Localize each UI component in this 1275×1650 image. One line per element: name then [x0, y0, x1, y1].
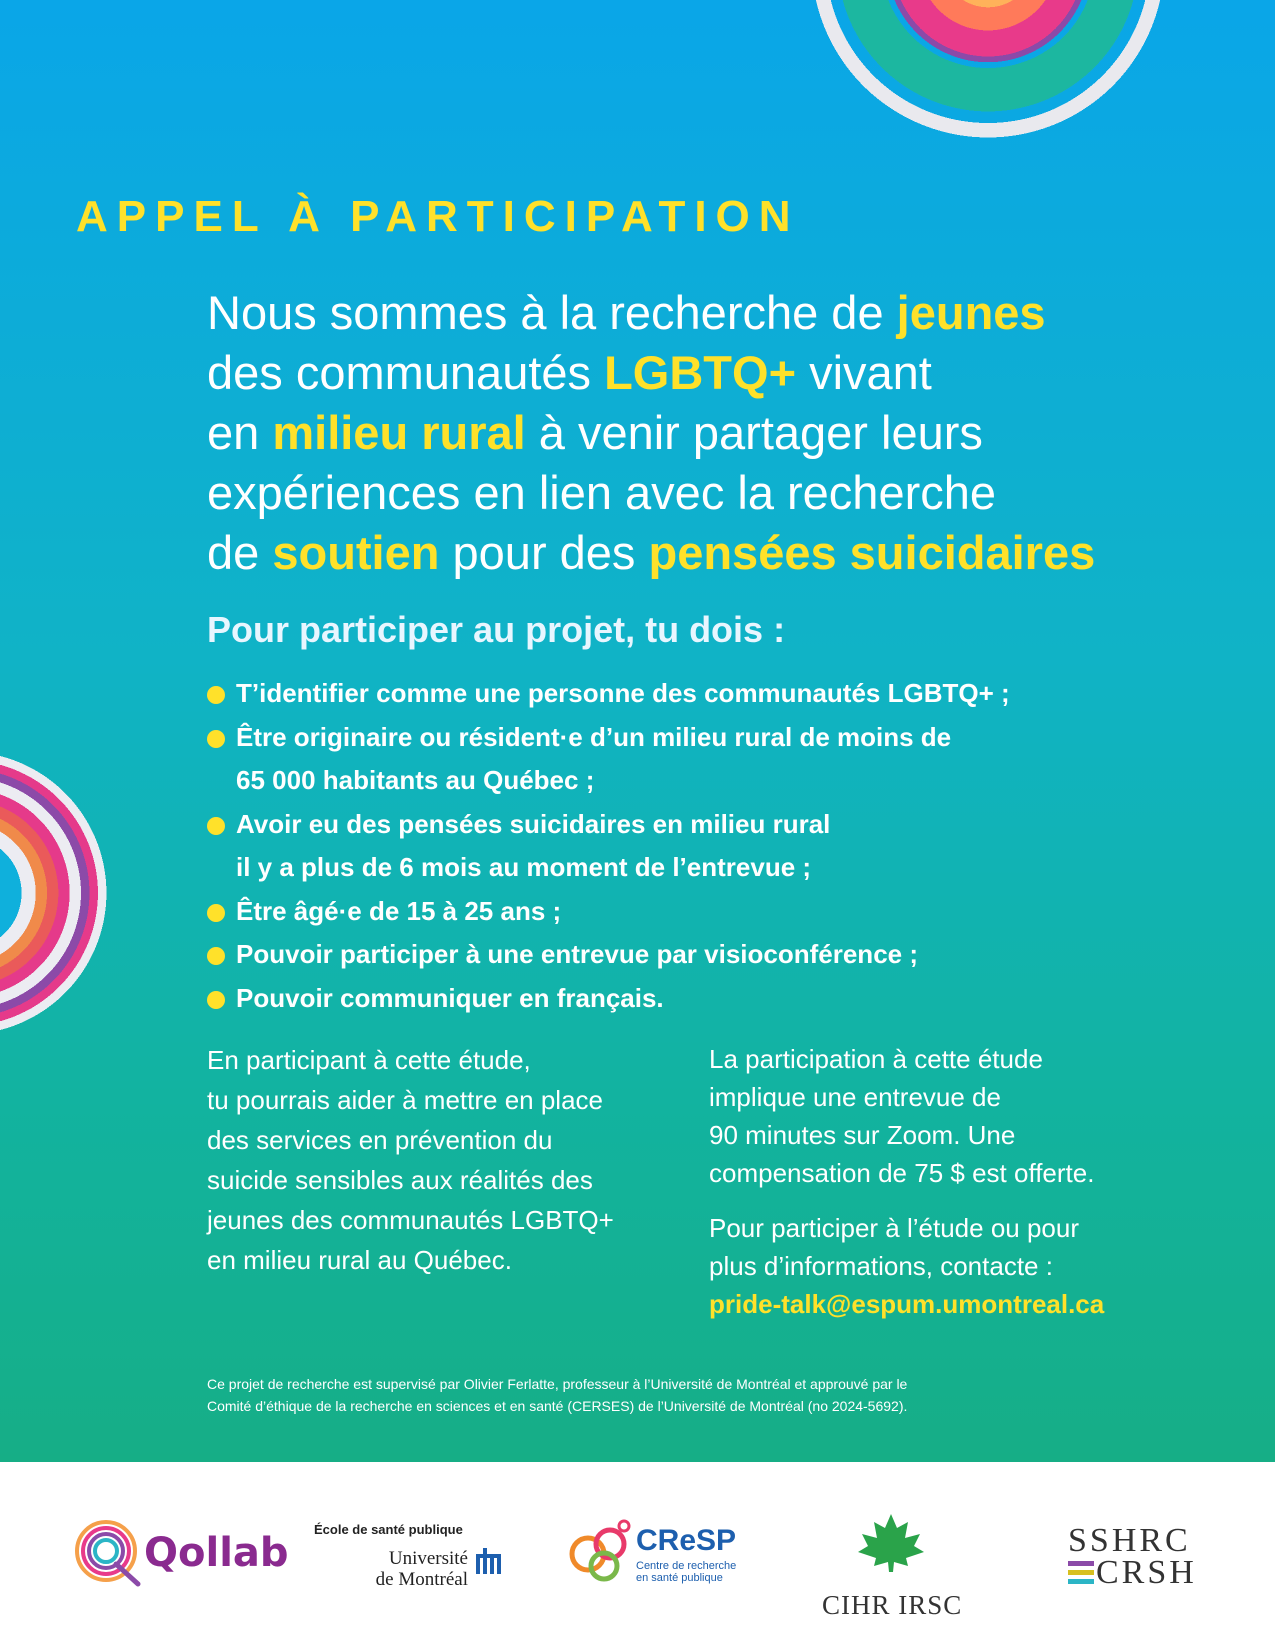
- list-item: Être âgé·e de 15 à 25 ans ;: [207, 890, 1167, 934]
- list-item: Pouvoir communiquer en français.: [207, 977, 1167, 1021]
- rings-top-right: [788, 0, 1188, 170]
- bullet-dot-icon: [207, 817, 225, 835]
- udem-emblem-icon: [474, 1546, 504, 1576]
- bullet-dot-icon: [207, 904, 225, 922]
- udem-school-name: École de santé publique: [314, 1522, 463, 1537]
- criteria-title: Pour participer au projet, tu dois :: [207, 609, 786, 650]
- list-item: Avoir eu des pensées suicidaires en milieu rural il y a plus de 6 mois au moment de l’entrevue ;: [207, 803, 1167, 890]
- bullet-dot-icon: [207, 947, 225, 965]
- participation-details: La participation à cette étude implique une entrevue de 90 minutes sur Zoom. Une compensation de 75 $ est offerte.: [709, 1044, 1095, 1188]
- sshrc-logo: [1066, 1524, 1216, 1596]
- partner-logos-bar: [0, 1462, 1275, 1650]
- cihr-wordmark: CIHR IRSC: [822, 1590, 963, 1620]
- ethics-footnote: Ce projet de recherche est supervisé par Olivier Ferlatte, professeur à l’Université de Montréal et approuvé par le Comité d’éthique de la recherche en sciences et en santé (CERSES) de l’Université de Montréal (no 2024-5692).: [207, 1376, 908, 1414]
- maple-leaf-icon: [856, 1512, 926, 1574]
- bullet-dot-icon: [207, 730, 225, 748]
- rings-left: [0, 693, 165, 1093]
- bullet-dot-icon: [207, 686, 225, 704]
- crsh-wordmark: CRSH: [1096, 1554, 1197, 1591]
- sshrc-color-bars: [1068, 1561, 1094, 1585]
- udem-logo: [314, 1522, 514, 1612]
- call-to-participate-title: APPEL À PARTICIPATION: [76, 192, 800, 241]
- cresp-mark-icon: [566, 1516, 636, 1588]
- list-item: T’identifier comme une personne des communautés LGBTQ+ ;: [207, 672, 1167, 716]
- sshrc-wordmark: SSHRC: [1068, 1522, 1191, 1559]
- details-column: [709, 1040, 1179, 1340]
- qollab-wordmark: Qollab: [144, 1530, 289, 1576]
- headline: Nous sommes à la recherche de jeunes des communautés LGBTQ+ vivant en milieu rural à venir partager leurs expériences en lien avec la recherche de soutien pour des pensées suicidaires: [207, 286, 1096, 579]
- cresp-wordmark: CReSP: [636, 1524, 737, 1557]
- benefits-paragraph: En participant à cette étude, tu pourrais aider à mettre en place des services en prévention du suicide sensibles aux réalités des jeunes des communautés LGBTQ+ en milieu rural au Québec.: [207, 1045, 614, 1275]
- bullet-dot-icon: [207, 991, 225, 1009]
- cihr-logo: [822, 1512, 962, 1622]
- qollab-logo: [72, 1518, 289, 1590]
- cresp-logo: [566, 1516, 756, 1596]
- udem-name: Université de Montréal: [375, 1548, 468, 1590]
- list-item: Être originaire ou résident·e d’un milieu rural de moins de 65 000 habitants au Québec ;: [207, 716, 1167, 803]
- list-item: Pouvoir participer à une entrevue par visioconférence ;: [207, 933, 1167, 977]
- cresp-subtitle: Centre de recherche en santé publique: [636, 1560, 737, 1584]
- qollab-mark-icon: [72, 1518, 144, 1590]
- contact-email-link[interactable]: pride-talk@espum.umontreal.ca: [709, 1289, 1105, 1319]
- contact-paragraph: Pour participer à l’étude ou pour plus d’informations, contacte : pride-talk@espum.umontreal.ca: [709, 1209, 1179, 1323]
- criteria-list: [207, 672, 1167, 1020]
